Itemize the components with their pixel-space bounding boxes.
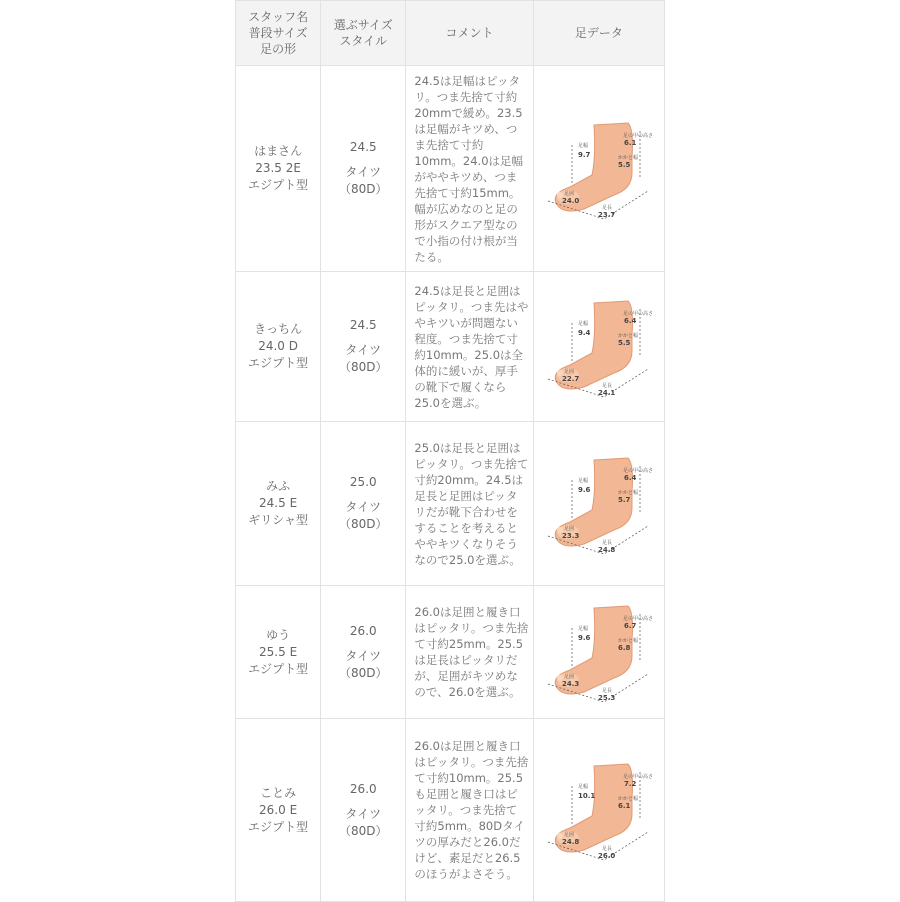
comment-cell: 25.0は足長と足囲はピッタリ。つま先捨て寸約20mm。24.5は足長と足囲はピッタリだが靴下合わせをすることを考えるとややキツくなりそうなので25.0を選ぶ。 [406, 422, 533, 586]
heel-value: 6.1 [617, 802, 631, 810]
instep-value: 6.1 [623, 138, 637, 147]
foot-width-value: 9.7 [577, 150, 591, 159]
svg-text:足の甲の高さ: 足の甲の高さ [622, 616, 653, 622]
comment-cell: 26.0は足囲と履き口はピッタリ。つま先捨て寸約25mm。25.5は足長はピッタリだが、足囲がキツめなので、26.0を選ぶ。 [406, 586, 533, 719]
size-cell [321, 272, 406, 422]
foot-width-value: 9.6 [577, 485, 591, 494]
chosen-size: 25.0 [349, 475, 377, 489]
chosen-size: 26.0 [349, 781, 377, 796]
svg-text:足長: 足長 [601, 204, 612, 211]
foot-data-cell [533, 272, 664, 422]
foot-data-cell [533, 586, 664, 719]
staff-name: ゆう [266, 627, 291, 642]
instep-value: 6.4 [623, 316, 637, 325]
foot-width-value: 9.6 [577, 634, 591, 642]
table-row [236, 422, 665, 586]
style-label: タイツ （80D） [339, 500, 388, 531]
heel-value: 5.5 [617, 160, 631, 169]
length-value: 24.8 [597, 545, 616, 554]
girth-value: 24.0 [561, 196, 580, 205]
foot-illustration [544, 452, 654, 556]
usual-size: 23.5 2E [255, 161, 301, 175]
foot-illustration [544, 600, 654, 704]
svg-text:足幅: 足幅 [577, 626, 588, 632]
table-row [236, 586, 665, 719]
girth-value: 22.7 [561, 374, 580, 383]
foot-illustration [544, 758, 654, 862]
table-row [236, 66, 665, 272]
foot-illustration [544, 295, 654, 399]
length-value: 24.1 [597, 388, 616, 397]
size-cell [321, 586, 406, 719]
svg-text:足幅: 足幅 [577, 477, 588, 484]
svg-text:足の甲の高さ: 足の甲の高さ [622, 467, 653, 474]
svg-text:足幅: 足幅 [577, 784, 588, 790]
staff-cell [236, 586, 321, 719]
usual-size: 24.5 E [259, 496, 298, 510]
usual-size: 26.0 E [259, 802, 298, 817]
svg-text:足の甲の高さ: 足の甲の高さ [622, 310, 653, 317]
style-label: タイツ （80D） [339, 648, 388, 680]
foot-shape: エジプト型 [248, 356, 309, 370]
girth-value: 24.3 [561, 680, 580, 688]
staff-name: はまさん [254, 144, 303, 158]
foot-shape: エジプト型 [248, 819, 309, 834]
foot-shape: エジプト型 [248, 661, 309, 676]
size-cell [321, 66, 406, 272]
foot-illustration [544, 117, 654, 221]
svg-text:足幅: 足幅 [577, 320, 588, 327]
svg-text:足長: 足長 [601, 382, 612, 389]
header-staff: スタッフ名 普段サイズ 足の形 [236, 1, 321, 66]
length-value: 23.7 [597, 210, 616, 219]
chosen-size: 24.5 [349, 140, 377, 154]
svg-text:足長: 足長 [601, 846, 612, 852]
staff-cell [236, 719, 321, 902]
length-value: 26.0 [597, 852, 616, 860]
chosen-size: 24.5 [349, 318, 377, 332]
svg-text:足囲: 足囲 [563, 368, 574, 375]
instep-value: 6.7 [623, 622, 637, 630]
svg-text:足長: 足長 [601, 688, 612, 694]
svg-text:足囲: 足囲 [563, 525, 574, 532]
foot-width-value: 9.4 [577, 328, 591, 337]
svg-text:かかと幅: かかと幅 [617, 154, 638, 161]
svg-text:足囲: 足囲 [563, 190, 574, 197]
header-foot: 足データ [533, 1, 664, 66]
comment-cell: 24.5は足長と足囲はピッタリ。つま先はややキツいが問題ない程度。つま先捨て寸約10mm。25.0は全体的に緩いが、厚手の靴下で履くなら25.0を選ぶ。 [406, 272, 533, 422]
foot-shape: エジプト型 [248, 178, 309, 192]
table-header-row [236, 1, 665, 66]
comment-cell: 26.0は足囲と履き口はピッタリ。つま先捨て寸約10mm。25.5も足囲と履き口はピッタリ。つま先捨て寸約5mm。80Dタイツの厚みだと26.0だけど、素足だと26.5のほうがよさそう。 [406, 719, 533, 902]
style-label: タイツ （80D） [339, 806, 388, 838]
svg-text:足の甲の高さ: 足の甲の高さ [622, 774, 653, 780]
instep-value: 7.2 [623, 780, 637, 788]
foot-data-cell [533, 422, 664, 586]
comment-cell: 24.5は足幅はピッタリ。つま先捨て寸約20mmで緩め。23.5は足幅がキツめ、つま先捨て寸約10mm。24.0は足幅がややキツめ、つま先捨て寸約15mm。幅が広めなのと足の形がスクエア型なので小指の付け根が当たる。 [406, 66, 533, 272]
staff-cell [236, 422, 321, 586]
svg-text:かかと幅: かかと幅 [617, 796, 638, 802]
staff-cell [236, 66, 321, 272]
length-value: 25.3 [597, 694, 616, 702]
style-label: タイツ （80D） [339, 165, 388, 196]
usual-size: 25.5 E [259, 644, 298, 659]
staff-name: みふ [266, 479, 291, 493]
header-comment: コメント [406, 1, 533, 66]
svg-text:かかと幅: かかと幅 [617, 489, 638, 496]
svg-text:足囲: 足囲 [563, 832, 574, 838]
staff-name: きっちん [254, 322, 303, 336]
foot-data-cell [533, 719, 664, 902]
svg-text:かかと幅: かかと幅 [617, 332, 638, 339]
table-row [236, 272, 665, 422]
svg-text:足囲: 足囲 [563, 674, 574, 680]
staff-cell [236, 272, 321, 422]
usual-size: 24.0 D [258, 339, 298, 353]
svg-text:かかと幅: かかと幅 [617, 638, 638, 644]
size-cell [321, 719, 406, 902]
girth-value: 24.8 [561, 838, 580, 846]
table-row [236, 719, 665, 902]
foot-shape: ギリシャ型 [248, 513, 308, 527]
heel-value: 5.5 [617, 338, 631, 347]
svg-text:足幅: 足幅 [577, 142, 588, 149]
svg-text:足長: 足長 [601, 539, 612, 546]
foot-width-value: 10.1 [577, 792, 596, 800]
svg-text:足の甲の高さ: 足の甲の高さ [622, 132, 653, 139]
size-cell [321, 422, 406, 586]
foot-data-cell [533, 66, 664, 272]
instep-value: 6.4 [623, 473, 637, 482]
header-size: 選ぶサイズ スタイル [321, 1, 406, 66]
chosen-size: 26.0 [349, 623, 377, 638]
heel-value: 6.8 [617, 644, 631, 652]
girth-value: 23.3 [561, 531, 580, 540]
size-comparison-table [235, 0, 665, 902]
staff-name: ことみ [260, 785, 297, 800]
heel-value: 5.7 [617, 495, 631, 504]
style-label: タイツ （80D） [339, 343, 388, 374]
